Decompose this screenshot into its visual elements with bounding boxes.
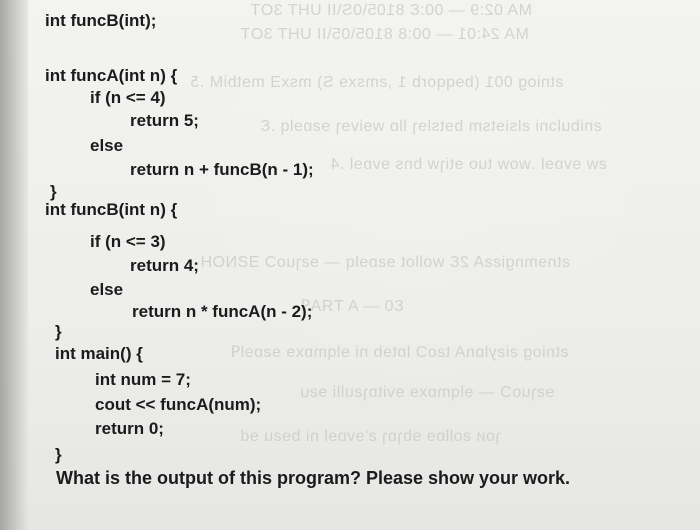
code-line: return n * funcA(n - 2); (132, 302, 313, 321)
code-line: cout << funcA(num); (95, 395, 262, 414)
code-line: int funcB(int); (45, 11, 157, 30)
background-bleed-text: Ɛ0 — A TЯAꟼ (300, 298, 404, 315)
code-line: int num = 7; (95, 370, 191, 389)
background-bleed-text: ƨw ɘvɒɘl .wow tuo ɘtiɿw bns ɘvɒɘl .4 (330, 156, 607, 173)
background-bleed-text: ƨtnɘmngiƨƨA 2Ɛ wollot ɘƨɒɘlq — ɘƨɿuoƆ ƎƧNOH (200, 254, 570, 271)
code-line: if (n <= 4) (90, 88, 166, 107)
code-line: int main() { (55, 344, 143, 363)
code-line: } (55, 322, 62, 341)
code-line: return 0; (95, 419, 164, 438)
background-bleed-text: ɿoᴎ ƨollɒɘ ɘbɿɒɿ ƨ'ɘvɒɘl ni bɘƨu ɘd (240, 428, 501, 445)
background-bleed-text: ƨtniog 001 (bɘqqorb 1 ,ƨmsxɘ S) msxƎ mɘtbiM .Ƽ (190, 74, 564, 91)
code-line: return 5; (130, 111, 199, 130)
code-line: return n + funcB(n - 1); (130, 160, 314, 179)
background-bleed-text: ɘƨɿuoƆ — ɘlqmɒxɘ ɘvitɒɿƨulli ɘƨu (300, 384, 555, 401)
page-stack-edge (0, 0, 28, 530)
background-bleed-text: ƨtniog ƨiƨylɒnA tƨoƆ lɒtɘb ni ɘlqmɒxɘ ɘƨɒɘlꟼ (230, 344, 569, 361)
code-line: else (90, 136, 124, 155)
code-line: int funcA(int n) { (45, 66, 178, 85)
question-text: What is the output of this program? Please show your work. (56, 468, 571, 488)
code-line: if (n <= 3) (90, 232, 166, 251)
code-line: int funcB(int n) { (45, 200, 178, 219)
code-line: } (50, 182, 57, 201)
background-bleed-text: ƨnibulɔni ƨlsiɘtsm bɘtslɘɿ llɒ wɘivɘɿ ɘƨɒɘlq .Ɛ (260, 118, 602, 135)
code-line: return 4; (130, 256, 199, 275)
background-bleed-text: MA 24:01 — 00:8 8105\05\II UHT 3OT (240, 26, 529, 43)
code-line: } (55, 445, 62, 464)
background-bleed-text: MA 02:9 — 00:Ɛ 8105\0S\II UHT 3OT (250, 2, 532, 19)
code-line: else (90, 280, 124, 299)
